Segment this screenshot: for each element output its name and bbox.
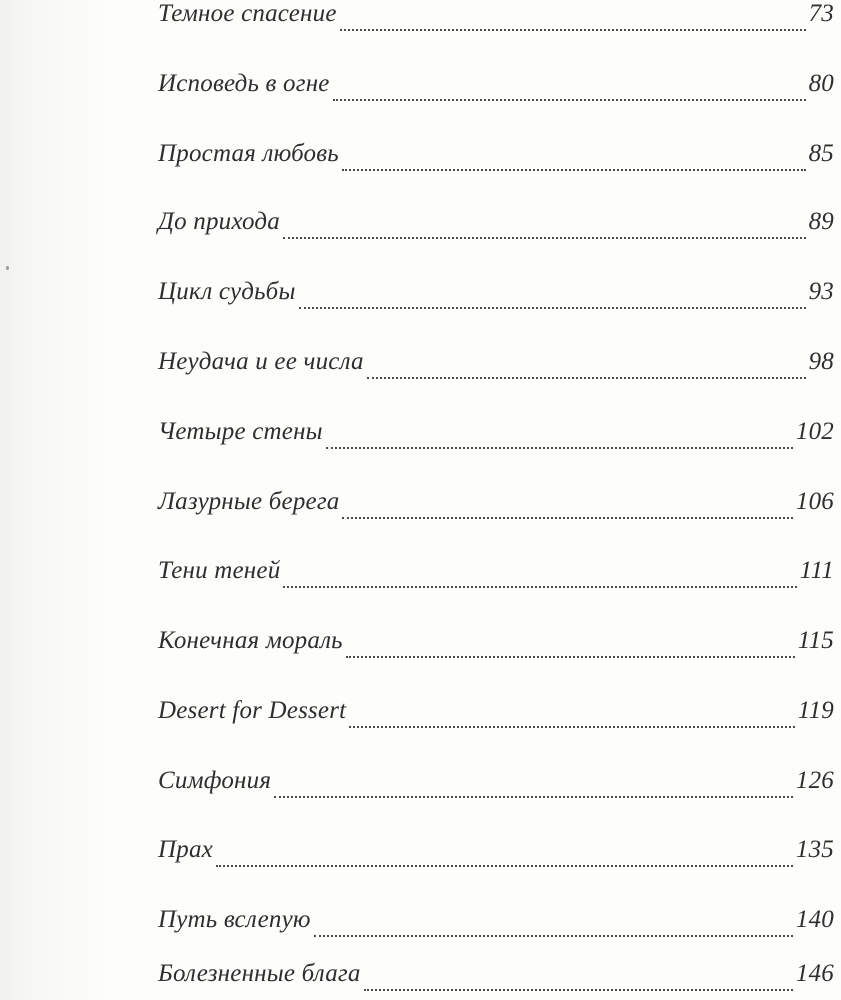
dot-leader bbox=[342, 169, 806, 171]
toc-entry-page-number: 146 bbox=[795, 960, 834, 987]
dot-leader bbox=[342, 517, 792, 519]
toc-entry-page-number: 73 bbox=[808, 0, 834, 27]
toc-entry bbox=[158, 627, 834, 667]
toc-entry-page-number: 106 bbox=[795, 488, 834, 515]
dot-leader bbox=[364, 989, 793, 991]
dot-leader bbox=[299, 307, 806, 309]
toc-entry-page-number: 126 bbox=[795, 767, 834, 794]
dot-leader bbox=[340, 29, 806, 31]
dot-leader bbox=[314, 935, 793, 937]
dot-leader bbox=[283, 586, 796, 588]
toc-entry bbox=[158, 767, 834, 807]
toc-entry bbox=[158, 960, 834, 1000]
toc-entry-title: Конечная мораль bbox=[158, 627, 343, 654]
toc-entry-title: Болезненные блага bbox=[158, 960, 361, 987]
paper-speck bbox=[6, 266, 9, 270]
toc-entry-title: Путь вслепую bbox=[158, 906, 311, 933]
toc-entry-page-number: 111 bbox=[799, 557, 834, 584]
dot-leader bbox=[274, 796, 793, 798]
toc-entry-title: Прах bbox=[158, 836, 213, 863]
toc-entry-page-number: 93 bbox=[808, 278, 834, 305]
toc-entry-title: До прихода bbox=[158, 208, 280, 235]
toc-entry-page-number: 135 bbox=[795, 836, 834, 863]
toc-entry bbox=[158, 557, 834, 597]
toc-entry-title: Desert for Dessert bbox=[158, 697, 347, 724]
toc-entry-title: Темное спасение bbox=[158, 0, 337, 27]
toc-entry-title: Цикл судьбы bbox=[158, 278, 296, 305]
toc-entry bbox=[158, 418, 834, 458]
toc-entry-title: Исповедь в огне bbox=[158, 70, 330, 97]
toc-entry-page-number: 140 bbox=[795, 906, 834, 933]
dot-leader bbox=[216, 865, 793, 867]
toc-entry-page-number: 119 bbox=[797, 697, 834, 724]
toc-entry-page-number: 98 bbox=[808, 348, 834, 375]
toc-entry bbox=[158, 348, 834, 388]
toc-entry-title: Четыре стены bbox=[158, 418, 323, 445]
toc-entry-title: Лазурные берега bbox=[158, 488, 340, 515]
toc-entry bbox=[158, 488, 834, 528]
toc-entry-title: Тени теней bbox=[158, 557, 281, 584]
toc-entry-page-number: 115 bbox=[797, 627, 834, 654]
toc-entry bbox=[158, 906, 834, 946]
toc-entry bbox=[158, 70, 834, 110]
toc-entry-page-number: 85 bbox=[808, 140, 834, 167]
dot-leader bbox=[349, 726, 794, 728]
toc-entry bbox=[158, 208, 834, 248]
dot-leader bbox=[333, 99, 806, 101]
toc-entry bbox=[158, 836, 834, 876]
dot-leader bbox=[326, 447, 793, 449]
toc-entry-title: Неудача и ее числа bbox=[158, 348, 364, 375]
toc-entry-title: Симфония bbox=[158, 767, 272, 794]
toc-entry bbox=[158, 697, 834, 737]
dot-leader bbox=[283, 237, 806, 239]
dot-leader bbox=[367, 377, 806, 379]
toc-entry-page-number: 102 bbox=[795, 418, 834, 445]
toc-entry bbox=[158, 0, 834, 40]
dot-leader bbox=[346, 656, 795, 658]
toc-entry-page-number: 89 bbox=[808, 208, 834, 235]
toc-entry-title: Простая любовь bbox=[158, 140, 339, 167]
toc-entry bbox=[158, 140, 834, 180]
toc-entry bbox=[158, 278, 834, 318]
toc-entry-page-number: 80 bbox=[808, 70, 834, 97]
